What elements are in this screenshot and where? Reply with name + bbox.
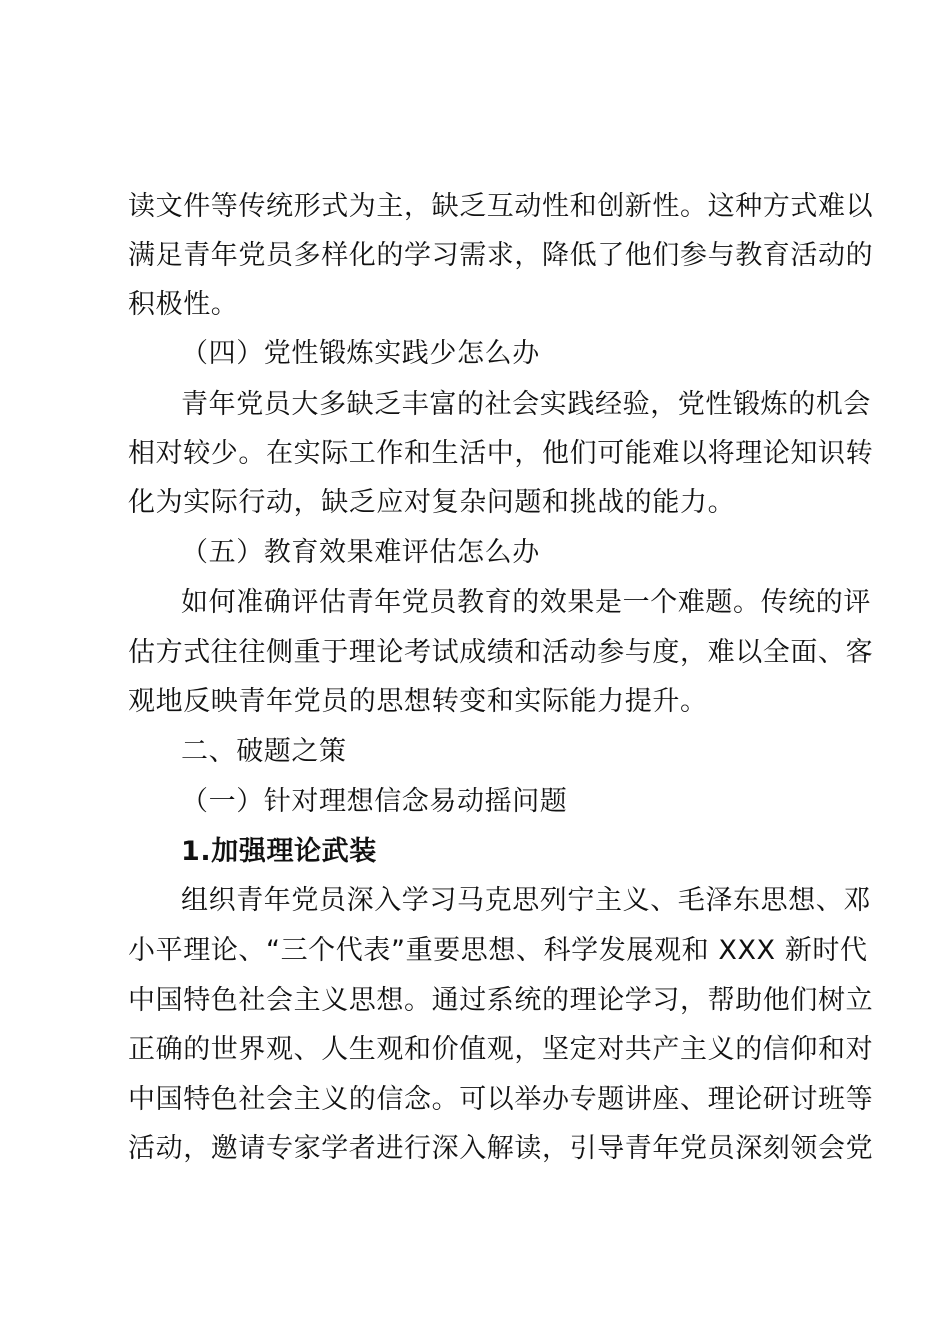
text-line: 中国特色社会主义思想。通过系统的理论学习，帮助他们树立 <box>128 985 874 1016</box>
subsection-heading: 1.加强理论武装 <box>181 836 377 867</box>
text-line: 积极性。 <box>128 289 239 320</box>
section-heading: （五）教育效果难评估怎么办 <box>181 537 540 568</box>
text-line: 正确的世界观、人生观和价值观，坚定对共产主义的信仰和对 <box>128 1034 874 1065</box>
text-line: 观地反映青年党员的思想转变和实际能力提升。 <box>128 686 708 717</box>
text-line: 青年党员大多缺乏丰富的社会实践经验，党性锻炼的机会 <box>181 389 871 420</box>
text-line: 读文件等传统形式为主，缺乏互动性和创新性。这种方式难以 <box>128 191 874 222</box>
text-line: 活动，邀请专家学者进行深入解读，引导青年党员深刻领会党 <box>128 1133 874 1164</box>
section-heading: （一）针对理想信念易动摇问题 <box>181 786 568 817</box>
section-heading: （四）党性锻炼实践少怎么办 <box>181 338 540 369</box>
text-line: 组织青年党员深入学习马克思列宁主义、毛泽东思想、邓 <box>181 885 871 916</box>
text-line: 满足青年党员多样化的学习需求，降低了他们参与教育活动的 <box>128 240 874 271</box>
text-line: 化为实际行动，缺乏应对复杂问题和挑战的能力。 <box>128 487 736 518</box>
text-line: 估方式往往侧重于理论考试成绩和活动参与度，难以全面、客 <box>128 637 874 668</box>
text-line: 相对较少。在实际工作和生活中，他们可能难以将理论知识转 <box>128 438 874 469</box>
text-line: 中国特色社会主义的信念。可以举办专题讲座、理论研讨班等 <box>128 1084 874 1115</box>
chapter-heading: 二、破题之策 <box>181 736 347 767</box>
text-line: 小平理论、“三个代表”重要思想、科学发展观和 XXX 新时代 <box>128 935 868 966</box>
text-line: 如何准确评估青年党员教育的效果是一个难题。传统的评 <box>181 587 871 618</box>
